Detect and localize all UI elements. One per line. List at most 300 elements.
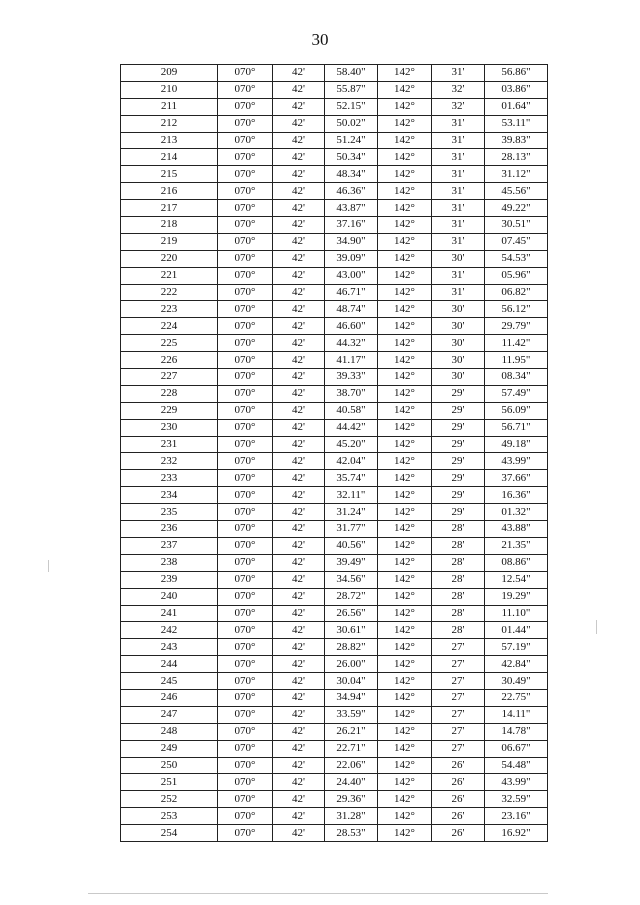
latitude-minutes-cell: 31'	[432, 166, 485, 183]
latitude-degrees-cell: 142°	[378, 656, 432, 673]
latitude-minutes-cell: 29'	[432, 436, 485, 453]
latitude-minutes-cell: 30'	[432, 335, 485, 352]
point-number-cell: 240	[121, 588, 218, 605]
latitude-degrees-cell: 142°	[378, 673, 432, 690]
longitude-minutes-cell: 42'	[273, 65, 325, 82]
latitude-degrees-cell: 142°	[378, 217, 432, 234]
latitude-degrees-cell: 142°	[378, 402, 432, 419]
longitude-minutes-cell: 42'	[273, 588, 325, 605]
table-row	[121, 521, 548, 538]
latitude-minutes-cell: 29'	[432, 453, 485, 470]
latitude-seconds-cell: 11.10"	[485, 605, 548, 622]
point-number-cell: 209	[121, 65, 218, 82]
longitude-degrees-cell: 070°	[218, 183, 273, 200]
longitude-degrees-cell: 070°	[218, 65, 273, 82]
latitude-degrees-cell: 142°	[378, 318, 432, 335]
longitude-degrees-cell: 070°	[218, 774, 273, 791]
latitude-minutes-cell: 30'	[432, 352, 485, 369]
latitude-minutes-cell: 26'	[432, 791, 485, 808]
table-row	[121, 149, 548, 166]
latitude-minutes-cell: 29'	[432, 470, 485, 487]
longitude-minutes-cell: 42'	[273, 233, 325, 250]
longitude-seconds-cell: 46.60"	[325, 318, 378, 335]
longitude-seconds-cell: 44.42"	[325, 419, 378, 436]
longitude-seconds-cell: 52.15"	[325, 98, 378, 115]
latitude-seconds-cell: 01.64"	[485, 98, 548, 115]
latitude-minutes-cell: 30'	[432, 369, 485, 386]
longitude-minutes-cell: 42'	[273, 436, 325, 453]
latitude-minutes-cell: 29'	[432, 385, 485, 402]
longitude-degrees-cell: 070°	[218, 791, 273, 808]
point-number-cell: 233	[121, 470, 218, 487]
latitude-degrees-cell: 142°	[378, 487, 432, 504]
table-row	[121, 554, 548, 571]
longitude-seconds-cell: 29.36"	[325, 791, 378, 808]
longitude-seconds-cell: 24.40"	[325, 774, 378, 791]
table-row	[121, 706, 548, 723]
longitude-minutes-cell: 42'	[273, 504, 325, 521]
table-row	[121, 673, 548, 690]
latitude-seconds-cell: 31.12"	[485, 166, 548, 183]
longitude-seconds-cell: 55.87"	[325, 81, 378, 98]
latitude-degrees-cell: 142°	[378, 554, 432, 571]
longitude-seconds-cell: 58.40"	[325, 65, 378, 82]
latitude-degrees-cell: 142°	[378, 166, 432, 183]
latitude-seconds-cell: 06.67"	[485, 740, 548, 757]
latitude-seconds-cell: 37.66"	[485, 470, 548, 487]
longitude-minutes-cell: 42'	[273, 825, 325, 842]
longitude-degrees-cell: 070°	[218, 335, 273, 352]
longitude-degrees-cell: 070°	[218, 622, 273, 639]
table-row	[121, 757, 548, 774]
coordinates-table	[120, 64, 548, 842]
longitude-minutes-cell: 42'	[273, 98, 325, 115]
latitude-minutes-cell: 31'	[432, 284, 485, 301]
longitude-degrees-cell: 070°	[218, 537, 273, 554]
table-row	[121, 335, 548, 352]
longitude-seconds-cell: 46.71"	[325, 284, 378, 301]
latitude-degrees-cell: 142°	[378, 588, 432, 605]
point-number-cell: 237	[121, 537, 218, 554]
point-number-cell: 246	[121, 689, 218, 706]
longitude-seconds-cell: 38.70"	[325, 385, 378, 402]
longitude-degrees-cell: 070°	[218, 284, 273, 301]
table-row	[121, 166, 548, 183]
point-number-cell: 214	[121, 149, 218, 166]
longitude-minutes-cell: 42'	[273, 521, 325, 538]
point-number-cell: 229	[121, 402, 218, 419]
latitude-seconds-cell: 14.11"	[485, 706, 548, 723]
table-row	[121, 115, 548, 132]
latitude-seconds-cell: 45.56"	[485, 183, 548, 200]
longitude-seconds-cell: 39.49"	[325, 554, 378, 571]
latitude-seconds-cell: 39.83"	[485, 132, 548, 149]
latitude-minutes-cell: 31'	[432, 200, 485, 217]
point-number-cell: 254	[121, 825, 218, 842]
longitude-seconds-cell: 26.00"	[325, 656, 378, 673]
longitude-seconds-cell: 35.74"	[325, 470, 378, 487]
longitude-degrees-cell: 070°	[218, 757, 273, 774]
latitude-degrees-cell: 142°	[378, 521, 432, 538]
longitude-degrees-cell: 070°	[218, 301, 273, 318]
longitude-seconds-cell: 48.34"	[325, 166, 378, 183]
latitude-degrees-cell: 142°	[378, 81, 432, 98]
longitude-seconds-cell: 43.87"	[325, 200, 378, 217]
longitude-seconds-cell: 34.90"	[325, 233, 378, 250]
longitude-degrees-cell: 070°	[218, 369, 273, 386]
latitude-minutes-cell: 29'	[432, 402, 485, 419]
longitude-minutes-cell: 42'	[273, 385, 325, 402]
table-row	[121, 98, 548, 115]
longitude-degrees-cell: 070°	[218, 689, 273, 706]
latitude-degrees-cell: 142°	[378, 301, 432, 318]
longitude-minutes-cell: 42'	[273, 132, 325, 149]
longitude-degrees-cell: 070°	[218, 81, 273, 98]
latitude-seconds-cell: 43.99"	[485, 453, 548, 470]
table-row	[121, 132, 548, 149]
latitude-seconds-cell: 19.29"	[485, 588, 548, 605]
latitude-degrees-cell: 142°	[378, 183, 432, 200]
longitude-degrees-cell: 070°	[218, 571, 273, 588]
longitude-minutes-cell: 42'	[273, 757, 325, 774]
table-row	[121, 369, 548, 386]
point-number-cell: 239	[121, 571, 218, 588]
longitude-minutes-cell: 42'	[273, 740, 325, 757]
table-row	[121, 217, 548, 234]
latitude-degrees-cell: 142°	[378, 98, 432, 115]
table-row	[121, 774, 548, 791]
longitude-degrees-cell: 070°	[218, 521, 273, 538]
latitude-seconds-cell: 14.78"	[485, 723, 548, 740]
longitude-seconds-cell: 40.56"	[325, 537, 378, 554]
point-number-cell: 224	[121, 318, 218, 335]
point-number-cell: 217	[121, 200, 218, 217]
latitude-degrees-cell: 142°	[378, 689, 432, 706]
latitude-seconds-cell: 05.96"	[485, 267, 548, 284]
latitude-seconds-cell: 56.86"	[485, 65, 548, 82]
latitude-seconds-cell: 08.86"	[485, 554, 548, 571]
latitude-minutes-cell: 29'	[432, 487, 485, 504]
latitude-minutes-cell: 28'	[432, 588, 485, 605]
longitude-minutes-cell: 42'	[273, 571, 325, 588]
point-number-cell: 213	[121, 132, 218, 149]
latitude-minutes-cell: 31'	[432, 183, 485, 200]
longitude-seconds-cell: 31.28"	[325, 808, 378, 825]
longitude-seconds-cell: 43.00"	[325, 267, 378, 284]
latitude-minutes-cell: 31'	[432, 65, 485, 82]
longitude-degrees-cell: 070°	[218, 115, 273, 132]
point-number-cell: 218	[121, 217, 218, 234]
latitude-seconds-cell: 29.79"	[485, 318, 548, 335]
point-number-cell: 244	[121, 656, 218, 673]
latitude-minutes-cell: 28'	[432, 521, 485, 538]
page-number: 30	[311, 30, 329, 49]
latitude-seconds-cell: 49.22"	[485, 200, 548, 217]
longitude-seconds-cell: 26.56"	[325, 605, 378, 622]
point-number-cell: 223	[121, 301, 218, 318]
latitude-seconds-cell: 57.49"	[485, 385, 548, 402]
latitude-degrees-cell: 142°	[378, 504, 432, 521]
longitude-degrees-cell: 070°	[218, 639, 273, 656]
longitude-seconds-cell: 31.77"	[325, 521, 378, 538]
point-number-cell: 253	[121, 808, 218, 825]
latitude-minutes-cell: 27'	[432, 706, 485, 723]
longitude-minutes-cell: 42'	[273, 453, 325, 470]
scan-mark-bottom	[88, 893, 548, 894]
latitude-seconds-cell: 28.13"	[485, 149, 548, 166]
point-number-cell: 232	[121, 453, 218, 470]
longitude-seconds-cell: 34.56"	[325, 571, 378, 588]
longitude-minutes-cell: 42'	[273, 673, 325, 690]
latitude-minutes-cell: 28'	[432, 537, 485, 554]
latitude-degrees-cell: 142°	[378, 757, 432, 774]
longitude-minutes-cell: 42'	[273, 183, 325, 200]
latitude-minutes-cell: 27'	[432, 723, 485, 740]
longitude-minutes-cell: 42'	[273, 369, 325, 386]
point-number-cell: 251	[121, 774, 218, 791]
latitude-minutes-cell: 26'	[432, 774, 485, 791]
longitude-minutes-cell: 42'	[273, 487, 325, 504]
table-row	[121, 65, 548, 82]
latitude-degrees-cell: 142°	[378, 436, 432, 453]
longitude-degrees-cell: 070°	[218, 217, 273, 234]
point-number-cell: 252	[121, 791, 218, 808]
point-number-cell: 238	[121, 554, 218, 571]
table-row	[121, 825, 548, 842]
latitude-minutes-cell: 26'	[432, 808, 485, 825]
longitude-minutes-cell: 42'	[273, 149, 325, 166]
longitude-seconds-cell: 44.32"	[325, 335, 378, 352]
point-number-cell: 222	[121, 284, 218, 301]
latitude-degrees-cell: 142°	[378, 132, 432, 149]
longitude-degrees-cell: 070°	[218, 166, 273, 183]
latitude-minutes-cell: 27'	[432, 740, 485, 757]
point-number-cell: 212	[121, 115, 218, 132]
latitude-seconds-cell: 06.82"	[485, 284, 548, 301]
table-row	[121, 453, 548, 470]
longitude-degrees-cell: 070°	[218, 706, 273, 723]
longitude-minutes-cell: 42'	[273, 808, 325, 825]
table-row	[121, 318, 548, 335]
longitude-degrees-cell: 070°	[218, 132, 273, 149]
latitude-minutes-cell: 27'	[432, 639, 485, 656]
table-row	[121, 622, 548, 639]
latitude-seconds-cell: 30.51"	[485, 217, 548, 234]
latitude-minutes-cell: 26'	[432, 757, 485, 774]
latitude-degrees-cell: 142°	[378, 808, 432, 825]
latitude-degrees-cell: 142°	[378, 267, 432, 284]
longitude-seconds-cell: 30.61"	[325, 622, 378, 639]
table-row	[121, 656, 548, 673]
latitude-minutes-cell: 27'	[432, 673, 485, 690]
longitude-seconds-cell: 45.20"	[325, 436, 378, 453]
table-row	[121, 487, 548, 504]
point-number-cell: 250	[121, 757, 218, 774]
longitude-minutes-cell: 42'	[273, 537, 325, 554]
longitude-degrees-cell: 070°	[218, 554, 273, 571]
latitude-seconds-cell: 32.59"	[485, 791, 548, 808]
longitude-minutes-cell: 42'	[273, 267, 325, 284]
table-row	[121, 436, 548, 453]
point-number-cell: 221	[121, 267, 218, 284]
latitude-minutes-cell: 29'	[432, 419, 485, 436]
latitude-degrees-cell: 142°	[378, 774, 432, 791]
coordinates-table-body	[121, 65, 548, 842]
latitude-degrees-cell: 142°	[378, 723, 432, 740]
point-number-cell: 215	[121, 166, 218, 183]
longitude-seconds-cell: 40.58"	[325, 402, 378, 419]
latitude-seconds-cell: 30.49"	[485, 673, 548, 690]
latitude-seconds-cell: 54.48"	[485, 757, 548, 774]
longitude-minutes-cell: 42'	[273, 419, 325, 436]
longitude-degrees-cell: 070°	[218, 487, 273, 504]
longitude-degrees-cell: 070°	[218, 267, 273, 284]
table-row	[121, 588, 548, 605]
latitude-seconds-cell: 11.42"	[485, 335, 548, 352]
table-row	[121, 233, 548, 250]
point-number-cell: 216	[121, 183, 218, 200]
longitude-minutes-cell: 42'	[273, 402, 325, 419]
latitude-minutes-cell: 31'	[432, 267, 485, 284]
latitude-degrees-cell: 142°	[378, 250, 432, 267]
scan-mark-left	[48, 560, 49, 572]
longitude-degrees-cell: 070°	[218, 385, 273, 402]
longitude-minutes-cell: 42'	[273, 605, 325, 622]
point-number-cell: 241	[121, 605, 218, 622]
longitude-seconds-cell: 28.82"	[325, 639, 378, 656]
latitude-minutes-cell: 27'	[432, 689, 485, 706]
table-row	[121, 200, 548, 217]
point-number-cell: 211	[121, 98, 218, 115]
longitude-seconds-cell: 28.53"	[325, 825, 378, 842]
longitude-minutes-cell: 42'	[273, 81, 325, 98]
longitude-minutes-cell: 42'	[273, 639, 325, 656]
longitude-minutes-cell: 42'	[273, 115, 325, 132]
table-row	[121, 689, 548, 706]
longitude-minutes-cell: 42'	[273, 554, 325, 571]
longitude-minutes-cell: 42'	[273, 791, 325, 808]
latitude-seconds-cell: 11.95"	[485, 352, 548, 369]
scan-mark-right	[596, 620, 597, 634]
point-number-cell: 243	[121, 639, 218, 656]
latitude-minutes-cell: 30'	[432, 318, 485, 335]
latitude-degrees-cell: 142°	[378, 335, 432, 352]
latitude-seconds-cell: 57.19"	[485, 639, 548, 656]
point-number-cell: 235	[121, 504, 218, 521]
latitude-minutes-cell: 31'	[432, 132, 485, 149]
longitude-degrees-cell: 070°	[218, 233, 273, 250]
latitude-seconds-cell: 07.45"	[485, 233, 548, 250]
latitude-degrees-cell: 142°	[378, 605, 432, 622]
longitude-seconds-cell: 42.04"	[325, 453, 378, 470]
point-number-cell: 228	[121, 385, 218, 402]
latitude-minutes-cell: 32'	[432, 81, 485, 98]
latitude-seconds-cell: 16.36"	[485, 487, 548, 504]
latitude-degrees-cell: 142°	[378, 639, 432, 656]
point-number-cell: 230	[121, 419, 218, 436]
table-row	[121, 791, 548, 808]
longitude-seconds-cell: 51.24"	[325, 132, 378, 149]
latitude-seconds-cell: 56.09"	[485, 402, 548, 419]
latitude-degrees-cell: 142°	[378, 115, 432, 132]
longitude-degrees-cell: 070°	[218, 200, 273, 217]
table-row	[121, 537, 548, 554]
longitude-minutes-cell: 42'	[273, 200, 325, 217]
longitude-degrees-cell: 070°	[218, 98, 273, 115]
longitude-minutes-cell: 42'	[273, 470, 325, 487]
latitude-degrees-cell: 142°	[378, 453, 432, 470]
latitude-seconds-cell: 43.88"	[485, 521, 548, 538]
longitude-seconds-cell: 26.21"	[325, 723, 378, 740]
longitude-minutes-cell: 42'	[273, 250, 325, 267]
longitude-seconds-cell: 37.16"	[325, 217, 378, 234]
latitude-seconds-cell: 56.71"	[485, 419, 548, 436]
table-row	[121, 723, 548, 740]
latitude-minutes-cell: 28'	[432, 622, 485, 639]
longitude-degrees-cell: 070°	[218, 656, 273, 673]
table-row	[121, 504, 548, 521]
latitude-minutes-cell: 29'	[432, 504, 485, 521]
longitude-degrees-cell: 070°	[218, 352, 273, 369]
longitude-seconds-cell: 46.36"	[325, 183, 378, 200]
longitude-seconds-cell: 33.59"	[325, 706, 378, 723]
point-number-cell: 220	[121, 250, 218, 267]
table-row	[121, 385, 548, 402]
latitude-degrees-cell: 142°	[378, 740, 432, 757]
latitude-minutes-cell: 31'	[432, 115, 485, 132]
latitude-degrees-cell: 142°	[378, 369, 432, 386]
longitude-minutes-cell: 42'	[273, 318, 325, 335]
table-row	[121, 419, 548, 436]
latitude-degrees-cell: 142°	[378, 470, 432, 487]
point-number-cell: 245	[121, 673, 218, 690]
latitude-degrees-cell: 142°	[378, 65, 432, 82]
latitude-minutes-cell: 31'	[432, 233, 485, 250]
latitude-seconds-cell: 03.86"	[485, 81, 548, 98]
longitude-seconds-cell: 50.34"	[325, 149, 378, 166]
longitude-degrees-cell: 070°	[218, 419, 273, 436]
latitude-seconds-cell: 16.92"	[485, 825, 548, 842]
latitude-minutes-cell: 26'	[432, 825, 485, 842]
latitude-minutes-cell: 32'	[432, 98, 485, 115]
longitude-seconds-cell: 31.24"	[325, 504, 378, 521]
latitude-minutes-cell: 30'	[432, 301, 485, 318]
longitude-seconds-cell: 30.04"	[325, 673, 378, 690]
point-number-cell: 242	[121, 622, 218, 639]
longitude-degrees-cell: 070°	[218, 250, 273, 267]
longitude-minutes-cell: 42'	[273, 774, 325, 791]
longitude-minutes-cell: 42'	[273, 335, 325, 352]
longitude-degrees-cell: 070°	[218, 673, 273, 690]
longitude-minutes-cell: 42'	[273, 352, 325, 369]
latitude-minutes-cell: 28'	[432, 554, 485, 571]
longitude-degrees-cell: 070°	[218, 588, 273, 605]
longitude-minutes-cell: 42'	[273, 656, 325, 673]
latitude-seconds-cell: 42.84"	[485, 656, 548, 673]
longitude-minutes-cell: 42'	[273, 706, 325, 723]
latitude-degrees-cell: 142°	[378, 233, 432, 250]
point-number-cell: 219	[121, 233, 218, 250]
longitude-minutes-cell: 42'	[273, 689, 325, 706]
latitude-seconds-cell: 08.34"	[485, 369, 548, 386]
latitude-minutes-cell: 28'	[432, 605, 485, 622]
longitude-degrees-cell: 070°	[218, 453, 273, 470]
longitude-seconds-cell: 41.17"	[325, 352, 378, 369]
longitude-minutes-cell: 42'	[273, 166, 325, 183]
table-row	[121, 402, 548, 419]
point-number-cell: 226	[121, 352, 218, 369]
latitude-seconds-cell: 23.16"	[485, 808, 548, 825]
